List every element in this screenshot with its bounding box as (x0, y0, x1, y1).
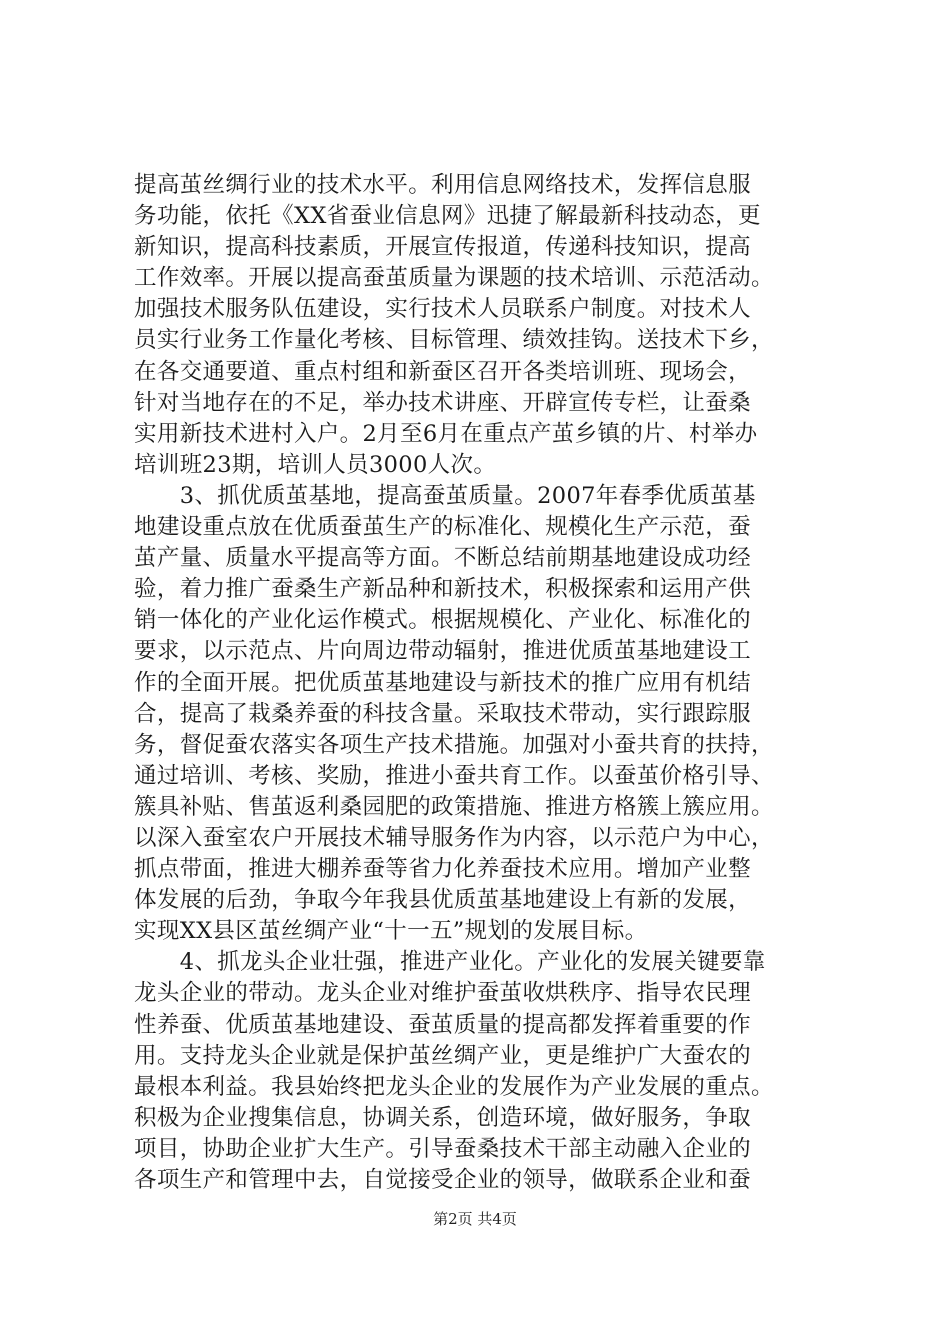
text-line: 务功能，依托《XX省蚕业信息网》迅捷了解最新科技动态，更 (134, 203, 761, 230)
text-line: 茧产量、质量水平提高等方面。不断总结前期基地建设成功经 (134, 545, 751, 572)
text-line: 合，提高了栽桑养蚕的科技含量。采取技术带动，实行跟踪服 (134, 700, 751, 727)
text-line: 龙头企业的带动。龙头企业对维护蚕茧收烘秩序、指导农民理 (134, 980, 751, 1007)
text-line: 加强技术服务队伍建设，实行技术人员联系户制度。对技术人 (134, 296, 751, 323)
text-line: 抓点带面，推进大棚养蚕等省力化养蚕技术应用。增加产业整 (134, 856, 751, 883)
page-footer: 第2页 共4页 (433, 1210, 517, 1228)
text-line: 实用新技术进村入户。2月至6月在重点产茧乡镇的片、村举办 (134, 420, 758, 447)
text-line: 工作效率。开展以提高蚕茧质量为课题的技术培训、示范活动。 (134, 265, 774, 292)
text-line: 积极为企业搜集信息，协调关系，创造环境，做好服务，争取 (134, 1104, 751, 1131)
text-line: 用。支持龙头企业就是保护茧丝绸产业，更是维护广大蚕农的 (134, 1042, 751, 1069)
text-line: 针对当地存在的不足，举办技术讲座、开辟宣传专栏，让蚕桑 (134, 389, 751, 416)
text-line: 项目，协助企业扩大生产。引导蚕桑技术干部主动融入企业的 (134, 1135, 751, 1162)
body-text (134, 170, 824, 1196)
text-line: 性养蚕、优质茧基地建设、蚕茧质量的提高都发挥着重要的作 (134, 1011, 751, 1038)
text-line: 要求，以示范点、片向周边带动辐射，推进优质茧基地建设工 (134, 638, 751, 665)
text-line: 实现XX县区茧丝绸产业“十一五”规划的发展目标。 (134, 918, 648, 945)
text-line: 销一体化的产业化运作模式。根据规模化、产业化、标准化的 (134, 607, 751, 634)
text-line: 地建设重点放在优质蚕茧生产的标准化、规模化生产示范，蚕 (134, 514, 751, 541)
text-line: 验，着力推广蚕桑生产新品种和新技术，积极探索和运用产供 (134, 576, 751, 603)
text-line: 各项生产和管理中去，自觉接受企业的领导，做联系企业和蚕 (134, 1167, 751, 1193)
text-line: 以深入蚕室农户开展技术辅导服务作为内容，以示范户为中心， (134, 824, 774, 851)
text-line: 3、抓优质茧基地，提高蚕茧质量。2007年春季优质茧基 (134, 482, 756, 509)
text-line: 通过培训、考核、奖励，推进小蚕共育工作。以蚕茧价格引导、 (134, 762, 774, 789)
text-line: 务，督促蚕农落实各项生产技术措施。加强对小蚕共育的扶持， (134, 731, 774, 758)
text-line: 提高茧丝绸行业的技术水平。利用信息网络技术，发挥信息服 (134, 172, 751, 198)
text-line: 作的全面开展。把优质茧基地建设与新技术的推广应用有机结 (134, 669, 751, 696)
text-line: 员实行业务工作量化考核、目标管理、绩效挂钩。送技术下乡， (134, 327, 774, 354)
text-line: 4、抓龙头企业壮强，推进产业化。产业化的发展关键要靠 (134, 949, 766, 976)
text-line: 培训班23期，培训人员3000人次。 (134, 451, 497, 478)
text-line: 新知识，提高科技素质，开展宣传报道，传递科技知识，提高 (134, 234, 751, 261)
text-line: 在各交通要道、重点村组和新蚕区召开各类培训班、现场会， (134, 358, 751, 385)
text-line: 簇具补贴、售茧返利桑园肥的政策措施、推进方格簇上簇应用。 (134, 793, 774, 820)
text-line: 体发展的后劲，争取今年我县优质茧基地建设上有新的发展， (134, 887, 751, 914)
text-line: 最根本利益。我县始终把龙头企业的发展作为产业发展的重点。 (134, 1073, 774, 1100)
